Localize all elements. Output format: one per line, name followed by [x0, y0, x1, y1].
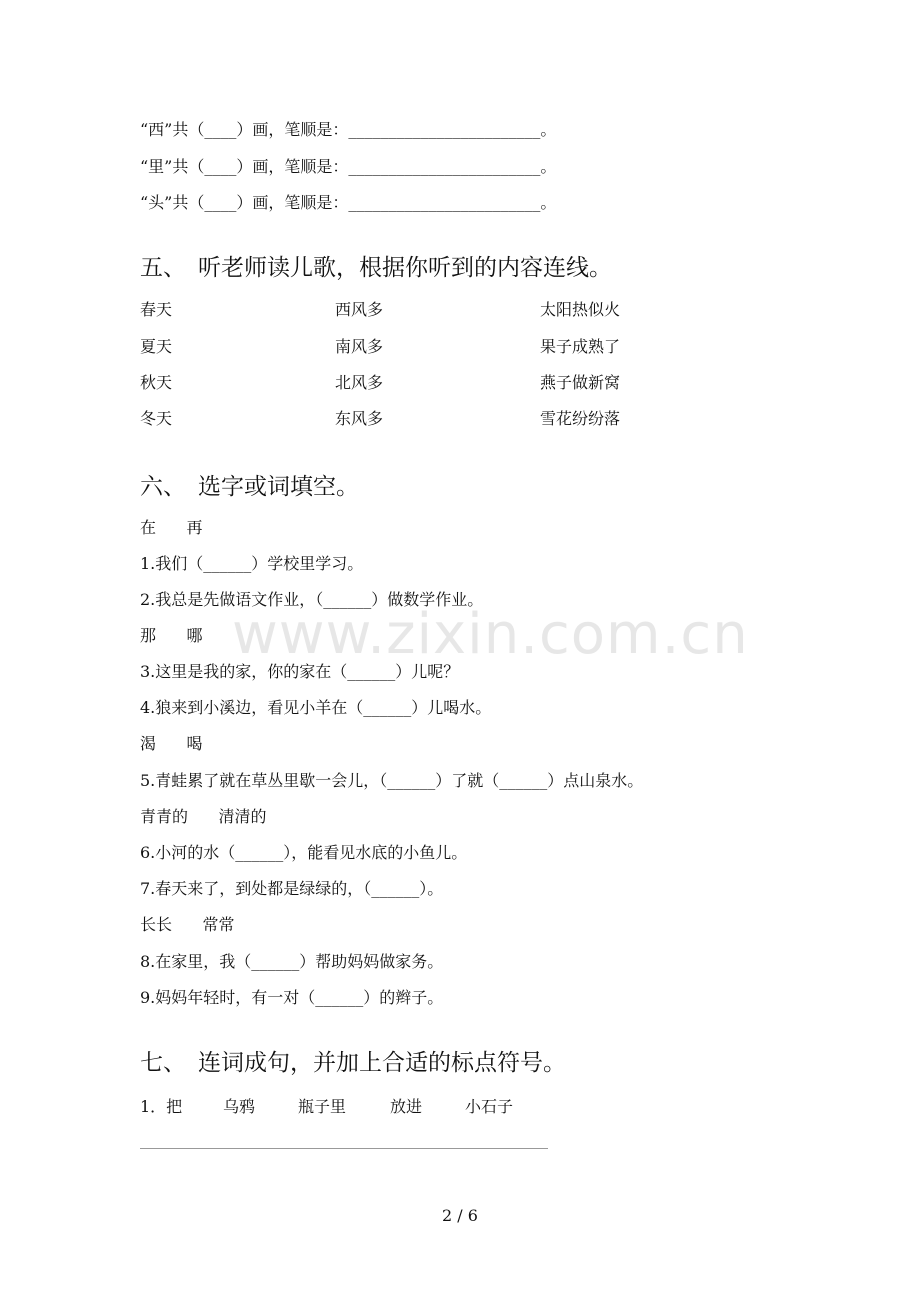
wind-item: 南风多: [335, 337, 384, 356]
word-choice-pair: 在 再: [140, 518, 203, 537]
watermark: www.zixin.com.cn: [232, 602, 749, 667]
fill-in-question: 9.妈妈年轻时，有一对（______）的辫子。: [140, 988, 444, 1007]
word-chip: 瓶子里: [298, 1097, 347, 1116]
word-choice-pair: 青青的 清清的: [140, 807, 267, 826]
section-7-heading: [140, 1048, 566, 1078]
fill-in-question: 3.这里是我的家，你的家在（______）儿呢？: [140, 662, 460, 681]
section-number: 六、: [140, 474, 186, 500]
fill-in-question: 6.小河的水（______），能看见水底的小鱼儿。: [140, 843, 468, 862]
season-item: 冬天: [140, 409, 173, 428]
word-chip: 1．把: [140, 1097, 183, 1116]
word-chip: 小石子: [465, 1097, 514, 1116]
phrase-item: 燕子做新窝: [540, 373, 621, 392]
section-number: 五、: [140, 255, 186, 281]
word-choice-pair: 那 哪: [140, 626, 203, 645]
phrase-item: 果子成熟了: [540, 337, 621, 356]
fill-in-question: 7.春天来了，到处都是绿绿的，（______）。: [140, 879, 444, 898]
word-chip: 乌鸦: [223, 1097, 256, 1116]
phrase-item: 太阳热似火: [540, 300, 621, 319]
stroke-count-line-li: “里”共（____）画，笔顺是：________________________。: [140, 157, 557, 176]
section-title: 听老师读儿歌，根据你听到的内容连线。: [198, 255, 612, 281]
wind-item: 北风多: [335, 373, 384, 392]
fill-in-question: 4.狼来到小溪边，看见小羊在（______）儿喝水。: [140, 698, 492, 717]
season-item: 秋天: [140, 373, 173, 392]
section-6-heading: [140, 472, 359, 502]
section-title: 选字或词填空。: [198, 474, 359, 500]
season-item: 夏天: [140, 337, 173, 356]
stroke-count-line-xi: “西”共（____）画，笔顺是：________________________。: [140, 120, 557, 139]
wind-item: 东风多: [335, 409, 384, 428]
answer-line: [140, 1148, 548, 1149]
fill-in-question: 2.我总是先做语文作业，（______）做数学作业。: [140, 590, 484, 609]
season-item: 春天: [140, 300, 173, 319]
section-5-heading: [140, 253, 612, 283]
section-title: 连词成句，并加上合适的标点符号。: [198, 1050, 566, 1076]
word-chip: 放进: [390, 1097, 423, 1116]
fill-in-question: 8.在家里，我（______）帮助妈妈做家务。: [140, 952, 444, 971]
fill-in-question: 1.我们（______）学校里学习。: [140, 554, 364, 573]
page-number: 2 / 6: [442, 1206, 478, 1225]
fill-in-question: 5.青蛙累了就在草丛里歇一会儿，（______）了就（______）点山泉水。: [140, 771, 644, 790]
stroke-count-line-tou: “头”共（____）画，笔顺是：________________________。: [140, 193, 557, 212]
wind-item: 西风多: [335, 300, 384, 319]
phrase-item: 雪花纷纷落: [540, 409, 621, 428]
word-choice-pair: 渴 喝: [140, 734, 203, 753]
section-number: 七、: [140, 1050, 186, 1076]
word-choice-pair: 长长 常常: [140, 915, 235, 934]
